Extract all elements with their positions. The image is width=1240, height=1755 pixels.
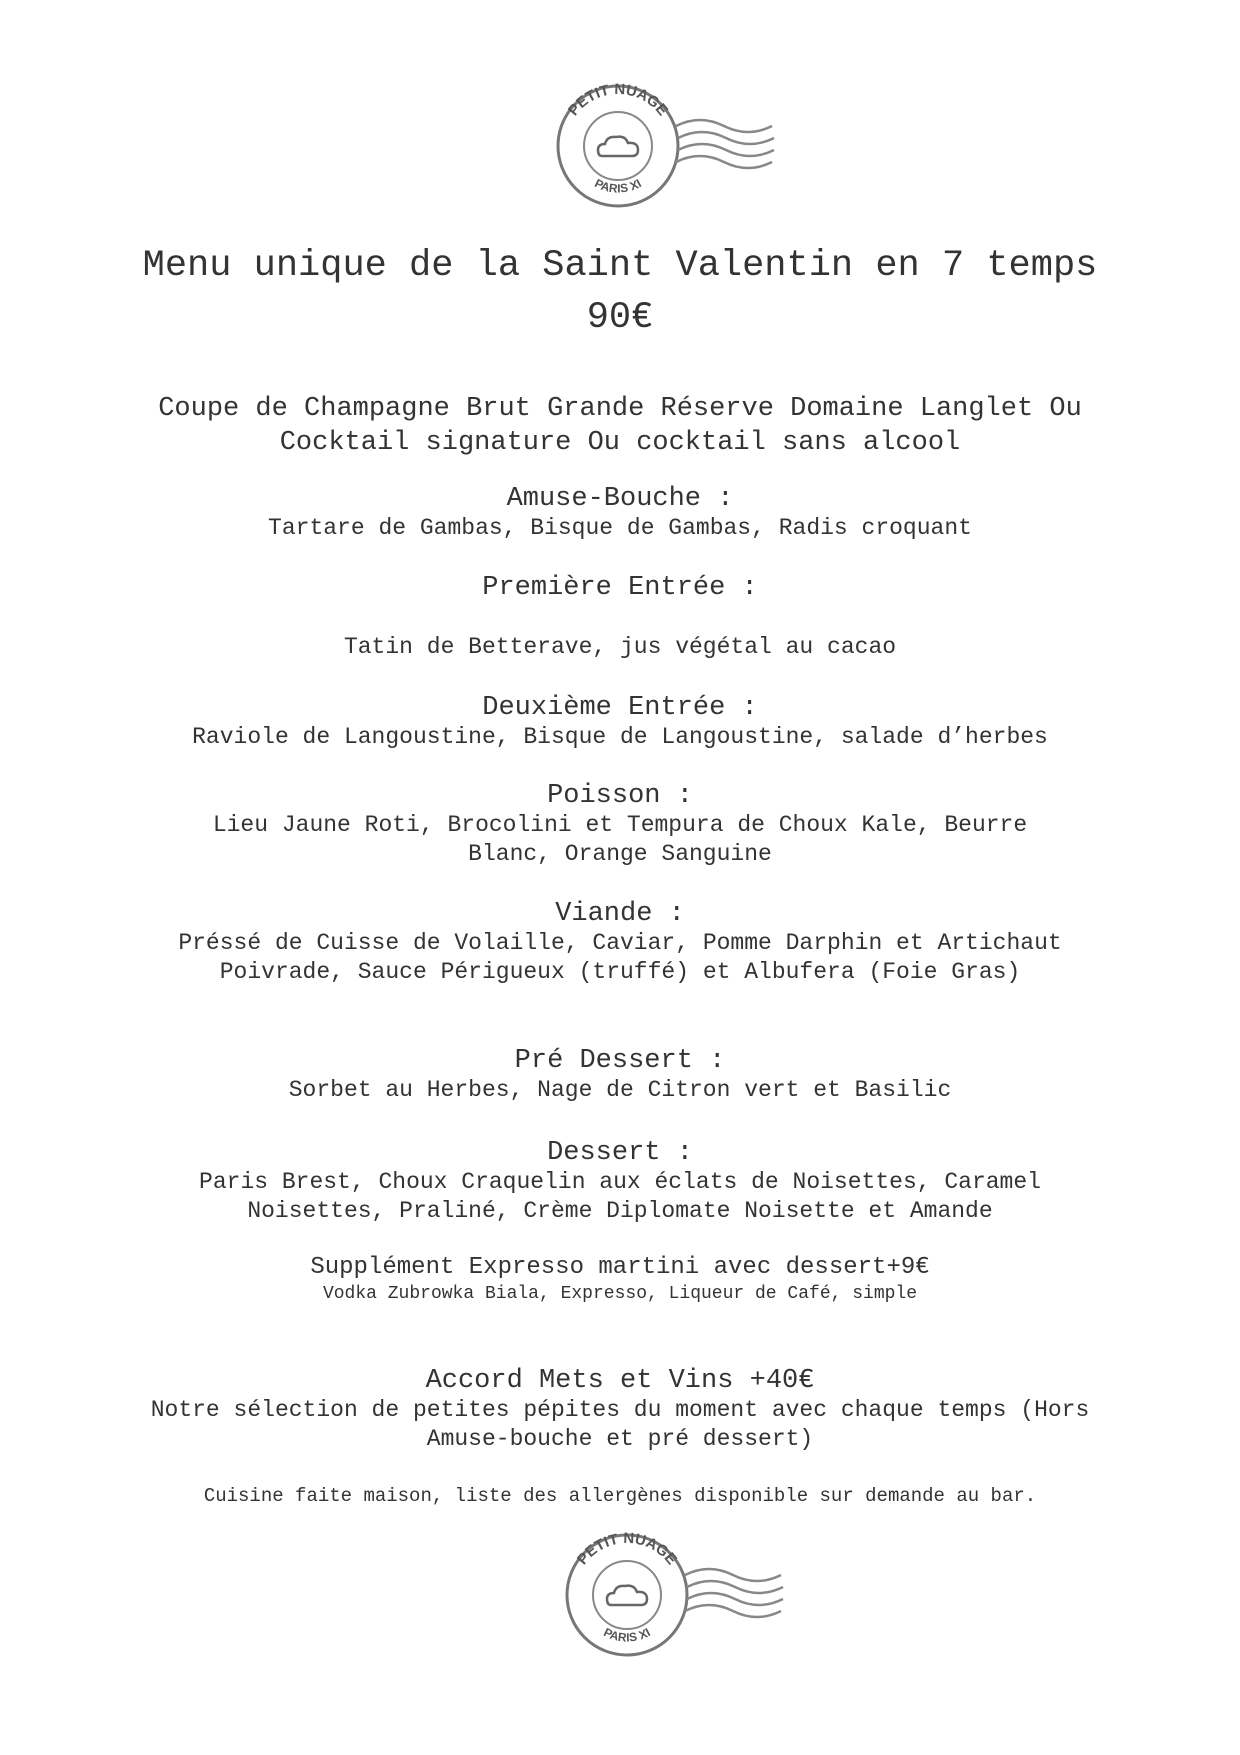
course-poisson xyxy=(130,781,1110,869)
pairing-description: Notre sélection de petites pépites du moment avec chaque temps (Hors Amuse-bouche et pré dessert) xyxy=(150,1397,1090,1452)
course-pre-dessert xyxy=(130,1046,1110,1105)
course-heading: Poisson : xyxy=(547,781,693,811)
stamp-top-text: PETIT NUAGE xyxy=(564,80,672,120)
course-dessert xyxy=(130,1138,1110,1226)
course-amuse-bouche xyxy=(130,484,1110,543)
pairing-heading: Accord Mets et Vins +40€ xyxy=(425,1366,815,1396)
supplement-detail: Vodka Zubrowka Biala, Expresso, Liqueur de Café, simple xyxy=(322,1284,918,1304)
course-heading: Pré Dessert : xyxy=(514,1046,726,1076)
course-heading: Deuxième Entrée : xyxy=(482,693,758,723)
course-description: Sorbet au Herbes, Nage de Citron vert et Basilic xyxy=(288,1077,952,1103)
stamp-top-text: PETIT NUAGE xyxy=(573,1529,681,1569)
course-heading: Viande : xyxy=(555,899,685,929)
logo-stamp-bottom xyxy=(557,1525,837,1665)
course-description: Tatin de Betterave, jus végétal au cacao xyxy=(343,634,897,660)
supplement-label: Supplément Expresso martini avec dessert+9€ xyxy=(310,1254,930,1281)
wine-pairing xyxy=(130,1366,1110,1454)
course-deuxieme-entree xyxy=(130,693,1110,752)
course-viande xyxy=(130,899,1110,987)
aperitif-offer: Coupe de Champagne Brut Grande Réserve Domaine Langlet Ou Cocktail signature Ou cocktail sans alcool xyxy=(158,394,1082,458)
course-premiere-entree xyxy=(130,573,1110,662)
stamp-bottom-text: PARIS XI xyxy=(601,1625,653,1645)
course-description: Lieu Jaune Roti, Brocolini et Tempura de Choux Kale, Beurre Blanc, Orange Sanguine xyxy=(212,812,1028,867)
logo-stamp-top xyxy=(548,76,828,216)
menu-title: Menu unique de la Saint Valentin en 7 temps 90€ xyxy=(142,245,1098,339)
course-description: Raviole de Langoustine, Bisque de Langoustine, salade d’herbes xyxy=(192,724,1048,750)
course-heading: Première Entrée : xyxy=(482,573,758,603)
course-description: Tartare de Gambas, Bisque de Gambas, Radis croquant xyxy=(268,515,972,541)
footer-note: Cuisine faite maison, liste des allergènes disponible sur demande au bar. xyxy=(203,1485,1037,1507)
cloud-stamp-icon xyxy=(548,76,828,216)
course-description: Paris Brest, Choux Craquelin aux éclats de Noisettes, Caramel Noisettes, Praliné, Crème Diplomate Noisette et Amande xyxy=(199,1169,1041,1224)
course-heading: Dessert : xyxy=(547,1138,693,1168)
cloud-stamp-icon xyxy=(557,1525,837,1665)
supplement xyxy=(130,1253,1110,1306)
stamp-bottom-text: PARIS XI xyxy=(592,176,644,196)
course-description: Préssé de Cuisse de Volaille, Caviar, Pomme Darphin et Artichaut Poivrade, Sauce Périgueux (truffé) et Albufera (Foie Gras) xyxy=(178,930,1062,985)
course-heading: Amuse-Bouche : xyxy=(506,484,734,514)
